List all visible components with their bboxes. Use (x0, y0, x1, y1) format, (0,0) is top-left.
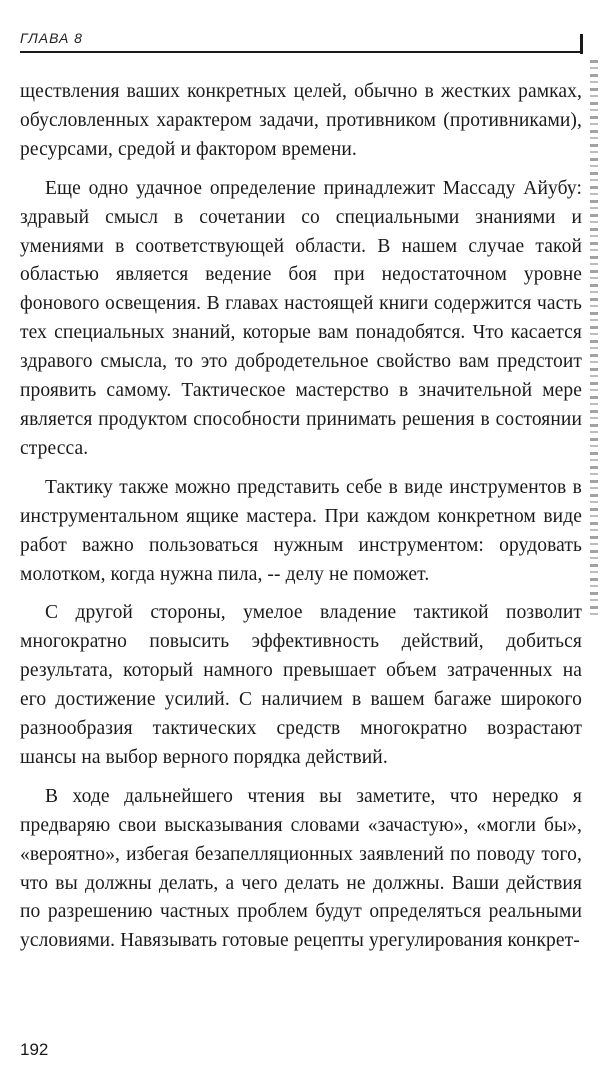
paragraph: Тактику также можно представить себе в виде инструментов в инструментальном ящике мастера. При каждом конкретном виде работ важно пользоваться нужным инструментом: орудовать молотком, когда нужна пила, -- делу не поможет. (20, 476, 582, 585)
paragraph: В ходе дальнейшего чтения вы заметите, что нередко я предваряю свои высказывания словами «зачастую», «могли бы», «вероятно», избегая безапелляционных заявлений по поводу того, что вы должны делать, а чего делать не должны. Ваши действия по разрешению частных проблем будут определяться реальными условиями. Навязывать готовые рецепты урегулирования конкрет- (20, 785, 582, 952)
header-rule-tick (580, 34, 583, 54)
running-head: ГЛАВА 8 (20, 30, 83, 46)
page-edge-shadow (590, 60, 598, 620)
page-number: 192 (20, 1040, 49, 1059)
paragraph: Еще одно удачное определение принадлежит Массаду Айубу: здравый смысл в сочетании со специальными знаниями и умениями в соответствующей области. В нашем случае такой областью является ведение боя при недостаточном уровне фонового освещения. В главах настоящей книги содержится часть тех специальных знаний, которые вам понадобятся. Что касается здравого смысла, то это добродетельное свойство вам предстоит проявить самому. Тактическое мастерство в значительной мере является продуктом способности принимать решения в состоянии стресса. (20, 177, 582, 459)
paragraph-continuation: ществления ваших конкретных целей, обычно в жестких рамках, обусловленных характером задачи, противником (противниками), ресурсами, средой и фактором времени. (20, 81, 582, 160)
header-rule (20, 51, 582, 53)
paragraph: С другой стороны, умелое владение тактикой позволит многократно повысить эффективность действий, добиться результата, который намного превышает объем затраченных на его достижение усилий. С наличием в вашем багаже широкого разнообразия тактических средств многократно возрастают шансы на выбор верного порядка действий. (20, 602, 582, 768)
body-text (20, 78, 582, 966)
